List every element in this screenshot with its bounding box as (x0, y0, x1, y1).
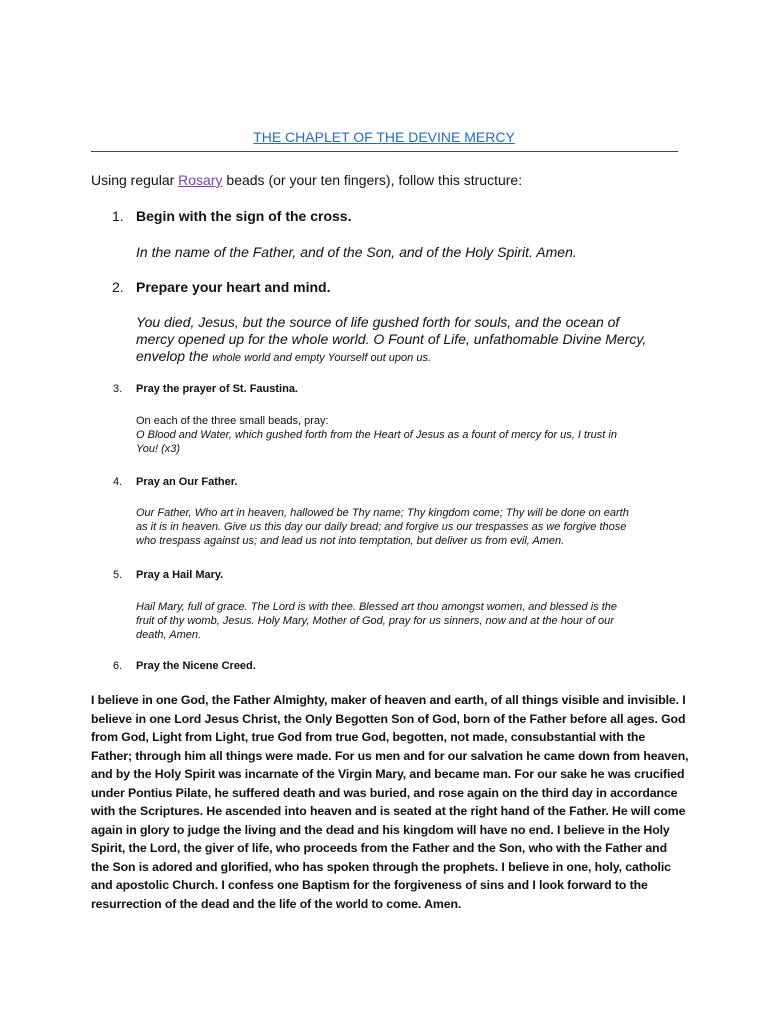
step-3-line-1: On each of the three small beads, pray: (136, 415, 329, 427)
document-title: THE CHAPLET OF THE DEVINE MERCY (253, 129, 515, 145)
step-3-line-2: O Blood and Water, which gushed forth from the Heart of Jesus as a fount of mercy for us, I trust in (136, 429, 617, 441)
step-2-line-3a: envelop the (136, 348, 213, 364)
creed-line: again in glory to judge the living and the dead and his kingdom will have no end. I believe in the Holy (91, 822, 670, 837)
creed-line: the Son is adored and glorified, who has spoken through the prophets. I believe in one, holy, catholic (91, 859, 671, 874)
creed-line: and by the Holy Spirit was incarnate of the Virgin Mary, and became man. For our sake he was crucified (91, 767, 685, 781)
intro-text-after: beads (or your ten fingers), follow this structure: (222, 172, 523, 188)
step-6-number: 6. (113, 660, 123, 672)
step-3-number: 3. (113, 383, 123, 395)
step-3-heading: Pray the prayer of St. Faustina. (136, 383, 298, 395)
step-4-number: 4. (113, 476, 123, 488)
step-6-heading: Pray the Nicene Creed. (136, 660, 256, 672)
step-2-number: 2. (112, 279, 124, 295)
step-5-line-1: Hail Mary, full of grace. The Lord is with thee. Blessed art thou amongst women, and blessed is the (136, 601, 617, 613)
step-5-prayer (136, 600, 617, 642)
step-1-heading: Begin with the sign of the cross. (136, 208, 352, 224)
creed-line: believe in one Lord Jesus Christ, the Only Begotten Son of God, born of the Father before all ages. God (91, 711, 686, 726)
step-4-prayer (136, 506, 629, 548)
creed-line: I believe in one God, the Father Almighty, maker of heaven and earth, of all things visible and invisible. I (91, 693, 686, 707)
nicene-creed-text (91, 691, 689, 913)
creed-line: Spirit, the Lord, the giver of life, who proceeds from the Father and the Son, who with the Father and (91, 841, 667, 855)
step-2-line-2: mercy opened up for the whole world. O Fount of Life, unfathomable Divine Mercy, (136, 331, 647, 347)
step-4-line-2: as it is in heaven. Give us this day our daily bread; and forgive us our trespasses as we forgive those (136, 521, 627, 533)
step-2-line-1: You died, Jesus, but the source of life gushed forth for souls, and the ocean of (136, 314, 620, 330)
creed-line: from God, Light from Light, true God from true God, begotten, not made, consubstantial with the (91, 730, 646, 744)
step-5-number: 5. (113, 569, 123, 581)
step-2-heading: Prepare your heart and mind. (136, 279, 331, 295)
rosary-link[interactable]: Rosary (178, 172, 223, 188)
step-2-prayer (136, 314, 646, 367)
step-5-line-3: death, Amen. (136, 629, 202, 641)
step-5-heading: Pray a Hail Mary. (136, 569, 224, 581)
step-2-line-3b: whole world and empty Yourself out upon us. (212, 352, 432, 364)
creed-line: Father; through him all things were made. For us men and for our salvation he came down from heaven, (91, 748, 689, 763)
step-4-line-3: who trespass against us; and lead us not into temptation, but deliver us from evil, Amen. (136, 535, 565, 547)
step-3-prayer (136, 414, 617, 456)
creed-line: resurrection of the dead and the life of the world to come. Amen. (91, 896, 462, 911)
creed-line: and apostolic Church. I confess one Baptism for the forgiveness of sins and I look forward to the (91, 878, 648, 892)
creed-line: with the Scriptures. He ascended into heaven and is seated at the right hand of the Father. He will come (91, 804, 686, 818)
step-1-number: 1. (112, 208, 124, 224)
intro-text-before: Using regular (91, 172, 179, 188)
intro-paragraph (91, 172, 522, 188)
step-5-line-2: fruit of thy womb, Jesus. Holy Mary, Mother of God, pray for us sinners, now and at the hour of our (136, 615, 614, 627)
creed-line: under Pontius Pilate, he suffered death and was buried, and rose again on the third day in accordance (91, 785, 678, 800)
step-3-line-3: You! (x3) (136, 443, 181, 455)
step-4-line-1: Our Father, Who art in heaven, hallowed be Thy name; Thy kingdom come; Thy will be done on earth (136, 507, 629, 519)
step-2-line-3 (136, 348, 646, 367)
step-4-heading: Pray an Our Father. (136, 476, 238, 488)
title-divider (91, 151, 678, 152)
step-1-prayer: In the name of the Father, and of the Son, and of the Holy Spirit. Amen. (136, 244, 577, 260)
